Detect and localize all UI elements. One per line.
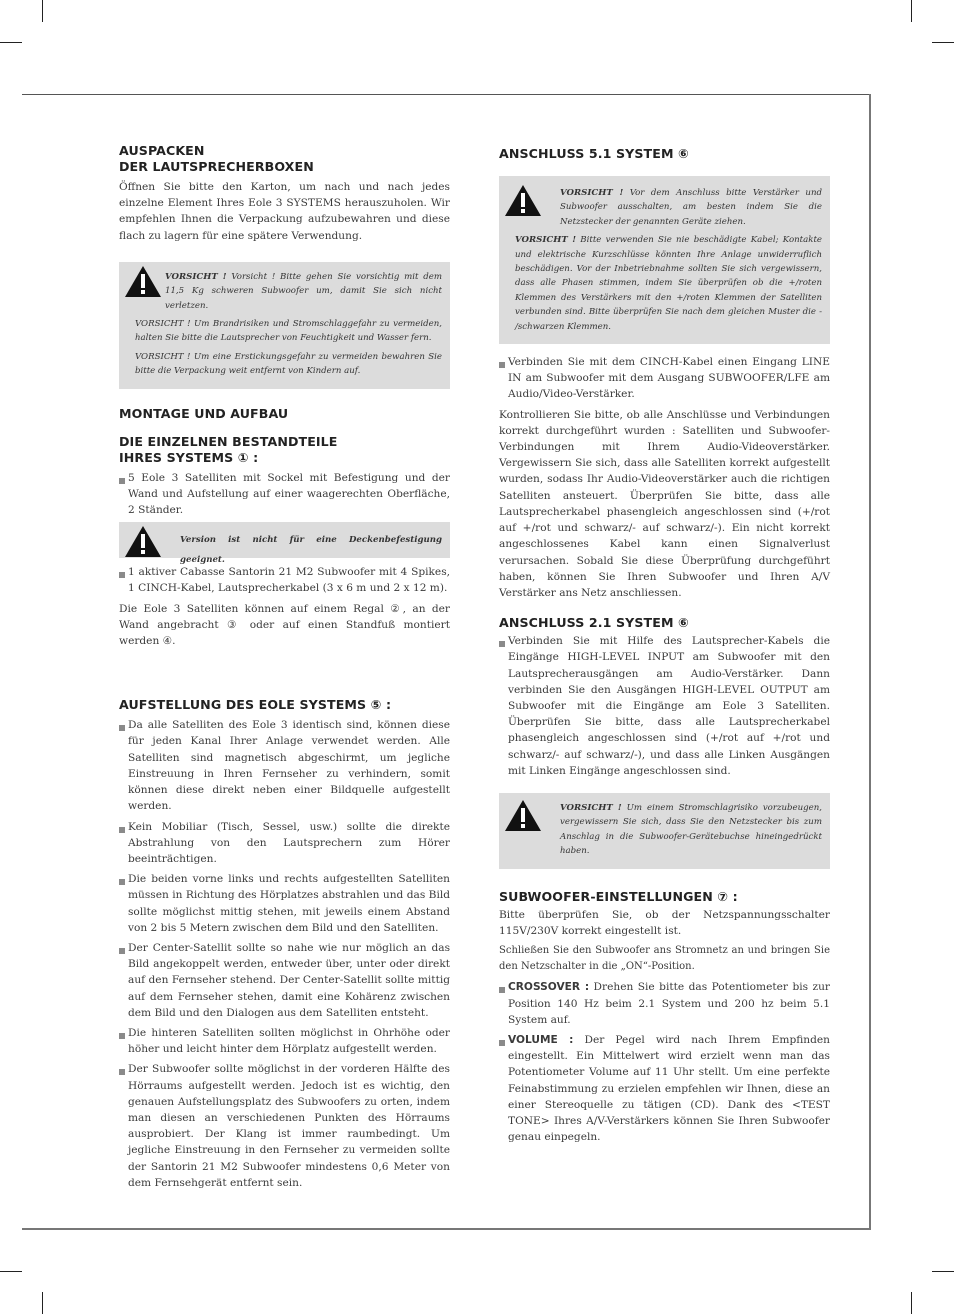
list-item: Der Subwoofer sollte möglichst in der vorderen Hälfte des Hörraums aufgestellt werden. Jedoch ist es wichtig, den genauen Aufstellungsplatz des Subwoofers zu orten, indem man diesen an verschiedenen Punkten des Hörraums ausprobiert. Der Klang ist immer raumbedingt. Um jegliche Einstreuung in den Fernseher zu vermeiden sollte der Santorin 21 M2 Subwoofer mindestens 0,6 Meter von dem Fernsehgerät entfernt sein. (119, 1061, 450, 1191)
bullet-icon (119, 1069, 125, 1075)
anschluss51-text: Kontrollieren Sie bitte, ob alle Anschlüsse und Verbindungen korrekt durchgeführt wurden : Satelliten und Subwoofer-Verbindungen mit Ihrem Audio-Videoverstärker. Vergewissern Sie sich, dass alle Satelliten korrekt aufgestellt wurden, sodass Ihr Audio-Videoverstärker auch die richtigen Satelliten ansteuert. Überprüfen Sie bitte, dass alle Lautsprecherkabel phasengleich angeschlossen sind (+/rot auf +/rot und schwarz/- auf schwarz/-). Ein nicht korrekt angeschlossenes Kabel kann einen Signalverlust verursachen. Sobald Sie diese Überprüfung durchgeführt haben, können Sie Ihren Subwoofer und Ihren A/V Verstärker ans Netz anschliessen. (499, 408, 830, 599)
warning-text: VORSICHT ! Vorsicht ! Bitte gehen Sie vorsichtig mit dem 11,5 Kg schweren Subwoofer um, damit Sie sich nicht verletzen. (165, 271, 442, 311)
left-column (119, 143, 450, 1195)
subwoofer-settings-heading: SUBWOOFER-EINSTELLUNGEN ⑦ : (499, 888, 738, 904)
montage-heading: MONTAGE UND AUFBAU (119, 405, 289, 421)
page-frame-right (869, 94, 871, 1229)
list-item: Verbinden Sie mit dem CINCH-Kabel einen Eingang LINE IN am Subwoofer mit dem Ausgang SUBWOOFER/LFE am Audio/Video-Verstärker. (499, 354, 830, 403)
setup-heading: AUFSTELLUNG DES EOLE SYSTEMS ⑤ : (119, 697, 392, 713)
bullet-icon (499, 362, 505, 368)
warning-box (499, 793, 830, 869)
list-item: Der Center-Satellit sollte so nahe wie nur möglich an das Bild angekoppelt werden, entweder über, unter oder direkt auf den Fernseher stehend. Der Center-Satellit sollte mittig auf dem Fernseher stehen, damit eine Kohärenz zwischen dem Bild und den Dialogen aus dem Satelliten entsteht. (119, 940, 450, 1021)
sub-text-1: Bitte überprüfen Sie, ob der Netzspannungsschalter 115V/230V korrekt eingestellt ist. (499, 908, 830, 937)
list-item: Kein Mobiliar (Tisch, Sessel, usw.) sollte die direkte Abstrahlung von den Lautsprechern zum Hörer beeinträchtigen. (119, 819, 450, 868)
warning-box (119, 262, 450, 389)
bullet-icon (119, 725, 125, 731)
list-item: Verbinden Sie mit Hilfe des Lautsprecher-Kabels die Eingänge HIGH-LEVEL INPUT am Subwoofer mit den Lautsprecherausgängen am Audio-Verstärker. Dann verbinden Sie den Ausgängen HIGH-LEVEL OUTPUT am Subwoofer mit die Eingänge am Eole 3 Satelliten. Überprüfen Sie bitte, dass alle Lautsprecherkabel phasengleich angeschlossen sind (+/rot auf +/rot und schwarz/- auf schwarz/-), und dass alle Linken Ausgängen mit Linken Eingänge angeschlossen sind. (499, 633, 830, 779)
warning-icon (504, 184, 542, 217)
list-item: Die beiden vorne links und rechts aufgestellten Satelliten müssen in Richtung des Hörplatzes abstrahlen und das Bild sollte möglichst mittig stehen, mit jeweils einem Abstand von 2 bis 5 Metern zwischen dem Bild und den Satelliten. (119, 871, 450, 936)
list-item: VOLUME : Der Pegel wird nach Ihrem Empfinden eingestellt. Ein Mittelwert wird erzielt wenn man das Potentiometer Volume auf 11 Uhr stellt. Um eine perfekte Feinabstimmung zu erzielen empfehlen wir Ihnen, diese an einer Stereoquelle zu tätigen (CD). Dank des <TEST TONE> Ihres A/V-Verstärkers können Sie Ihren Subwoofer genau einpegeln. (499, 1032, 830, 1145)
anschluss51-heading: ANSCHLUSS 5.1 SYSTEM ⑥ (499, 146, 689, 161)
warning-icon (124, 265, 162, 298)
parts-heading: DIE EINZELNEN BESTANDTEILE IHRES SYSTEMS ① : (119, 433, 338, 465)
bullet-icon (119, 572, 125, 578)
list-item: Da alle Satelliten des Eole 3 identisch sind, können diese für jeden Kanal Ihrer Anlage verwendet werden. Alle Satelliten sind magnetisch abgeschirmt, um jegliche Einstreuung in Ihren Fernseher zu verhindern, somit können diese direkt neben einer Bildquelle aufgestellt werden. (119, 717, 450, 814)
right-column (499, 146, 830, 1149)
page-frame-top (22, 94, 870, 95)
crop-mark (911, 1292, 912, 1314)
bullet-icon (499, 987, 505, 993)
crop-mark (932, 1271, 954, 1272)
bullet-icon (119, 1033, 125, 1039)
crop-mark (42, 0, 43, 22)
crop-mark (911, 0, 912, 22)
crop-mark (932, 42, 954, 43)
unpack-text: Öffnen Sie bitte den Karton, um nach und nach jedes einzelne Element Ihres Eole 3 SYSTEMS herauszuholen. Wir empfehlen Ihnen die Verpackung aufzubewahren und diese flach zu lagern für eine spätere Verwendung. (119, 181, 450, 242)
page-frame-bottom (22, 1228, 871, 1230)
warning-text: VORSICHT ! Bitte verwenden Sie nie beschädigte Kabel; Kontakte und elektrische Kurzschlüsse könnten Ihre Anlage unwiderruflich beschädigen. Vor der Inbetriebnahme sollten Sie sich vergewissern, dass alle Phasen stimmen, indem Sie überprüfen ob die +/roten Klemmen des Verstärkers mit den +/roten Klemmen der Satelliten verbunden sind. Bitte überprüfen Sie nach dem gleichen Muster die - /schwarzen Klemmen. (515, 235, 822, 332)
warning-text: VORSICHT ! Um einem Stromschlagrisiko vorzubeugen, vergewissern Sie sich, dass Sie den Netzstecker bis zum Anschlag in die Subwoofer-Gerätebuchse hineingedrückt haben. (560, 802, 822, 857)
crossover-label: CROSSOVER : (508, 981, 590, 994)
warning-icon (504, 799, 542, 832)
list-item: CROSSOVER : Drehen Sie bitte das Potentiometer bis zur Position 140 Hz beim 2.1 System und 200 hz beim 5.1 System auf. (499, 979, 830, 1028)
list-item: Die hinteren Satelliten sollten möglichst in Ohrhöhe oder höher und leicht hinter dem Hörplatz aufgestellt werden. (119, 1025, 450, 1057)
list-item: 5 Eole 3 Satelliten mit Sockel mit Befestigung und der Wand und Aufstellung auf einer waagerechten Oberfläche, 2 Ständer. (119, 470, 450, 519)
warning-text: Version ist nicht für eine Deckenbefestigung geeignet. (180, 535, 442, 566)
warning-text: VORSICHT ! Um eine Erstickungsgefahr zu vermeiden bewahren Sie bitte die Verpackung weit entfernt von Kindern auf. (135, 351, 442, 377)
warning-text: VORSICHT ! Vor dem Anschluss bitte Verstärker und Subwoofer ausschalten, am besten indem Sie die Netzstecker der genannten Geräte ziehen. (560, 188, 822, 227)
bullet-icon (119, 948, 125, 954)
bullet-icon (499, 641, 505, 647)
crop-mark (0, 1271, 22, 1272)
list-item: 1 aktiver Cabasse Santorin 21 M2 Subwoofer mit 4 Spikes, 1 CINCH-Kabel, Lautsprecherkabel (3 x 6 m und 2 x 12 m). (119, 564, 450, 596)
volume-label: VOLUME : (508, 1033, 574, 1046)
unpack-heading: AUSPACKEN DER LAUTSPRECHERBOXEN (119, 143, 314, 174)
warning-box (119, 522, 450, 566)
bullet-icon (119, 478, 125, 484)
warning-box (499, 176, 830, 344)
crop-mark (0, 42, 22, 43)
bullet-icon (119, 879, 125, 885)
bullet-icon (119, 827, 125, 833)
parts-text: Die Eole 3 Satelliten können auf einem Regal ②, an der Wand angebracht ③ oder auf einen Standfuß montiert werden ④. (119, 602, 450, 648)
warning-icon (124, 525, 162, 558)
bullet-icon (499, 1040, 505, 1046)
warning-text: VORSICHT ! Um Brandrisiken und Stromschlaggefahr zu vermeiden, halten Sie bitte die Lautsprecher von Feuchtigkeit und Wasser fern. (135, 319, 442, 344)
crop-mark (42, 1292, 43, 1314)
sub-text-2: Schließen Sie den Subwoofer ans Stromnetz an und bringen Sie den Netzschalter in die „ON“-Position. (499, 944, 830, 973)
anschluss21-heading: ANSCHLUSS 2.1 SYSTEM ⑥ (499, 615, 689, 631)
